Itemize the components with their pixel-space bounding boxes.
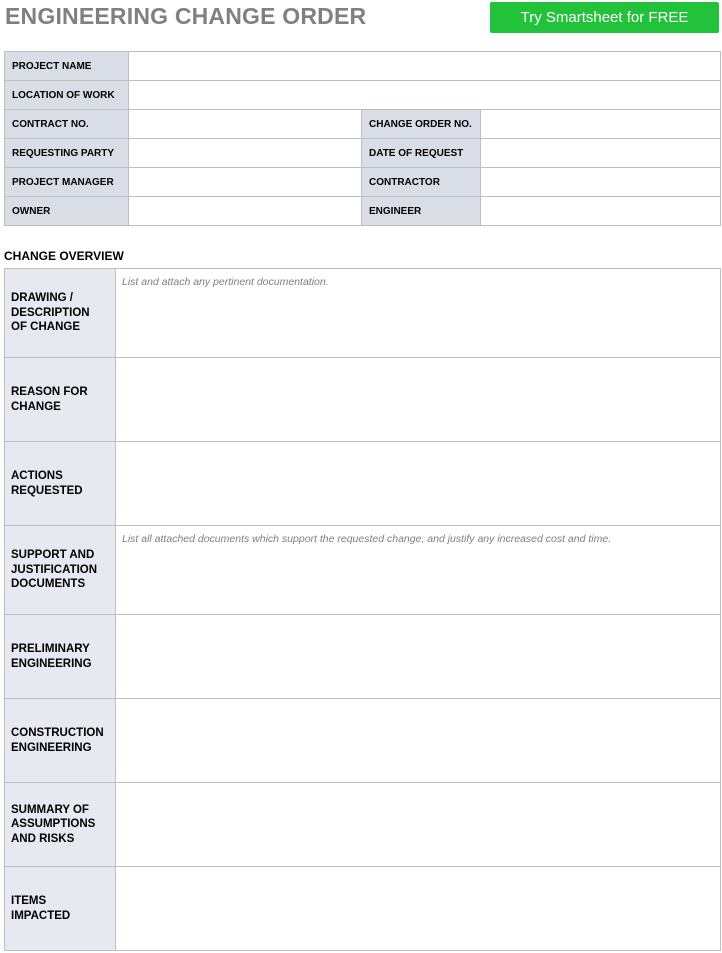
items-impacted-label: ITEMS IMPACTED — [5, 867, 116, 951]
drawing-description-label: DRAWING / DESCRIPTION OF CHANGE — [5, 269, 116, 358]
support-justification-field[interactable]: List all attached documents which support the requested change, and justify any increased cost and time. — [116, 526, 721, 615]
support-justification-label: SUPPORT AND JUSTIFICATION DOCUMENTS — [5, 526, 116, 615]
drawing-description-field[interactable]: List and attach any pertinent documentation. — [116, 269, 721, 358]
table-row — [5, 442, 721, 526]
table-row — [5, 526, 721, 615]
preliminary-engineering-label: PRELIMINARY ENGINEERING — [5, 615, 116, 699]
requesting-party-field[interactable] — [129, 139, 362, 168]
project-manager-field[interactable] — [129, 168, 362, 197]
change-overview-heading: CHANGE OVERVIEW — [4, 249, 124, 263]
table-row — [5, 197, 721, 226]
items-impacted-field[interactable] — [116, 867, 721, 951]
table-row — [5, 269, 721, 358]
table-row — [5, 615, 721, 699]
owner-label: OWNER — [5, 197, 129, 226]
table-row — [5, 783, 721, 867]
project-name-label: PROJECT NAME — [5, 52, 129, 81]
table-row — [5, 110, 721, 139]
engineer-field[interactable] — [481, 197, 721, 226]
table-row — [5, 168, 721, 197]
location-of-work-label: LOCATION OF WORK — [5, 81, 129, 110]
table-row — [5, 81, 721, 110]
table-row — [5, 139, 721, 168]
engineer-label: ENGINEER — [362, 197, 481, 226]
owner-field[interactable] — [129, 197, 362, 226]
date-of-request-label: DATE OF REQUEST — [362, 139, 481, 168]
contract-no-field[interactable] — [129, 110, 362, 139]
contractor-label: CONTRACTOR — [362, 168, 481, 197]
construction-engineering-field[interactable] — [116, 699, 721, 783]
reason-for-change-field[interactable] — [116, 358, 721, 442]
contract-no-label: CONTRACT NO. — [5, 110, 129, 139]
project-info-table — [4, 51, 721, 226]
assumptions-risks-label: SUMMARY OF ASSUMPTIONS AND RISKS — [5, 783, 116, 867]
table-row — [5, 52, 721, 81]
actions-requested-field[interactable] — [116, 442, 721, 526]
construction-engineering-label: CONSTRUCTION ENGINEERING — [5, 699, 116, 783]
assumptions-risks-field[interactable] — [116, 783, 721, 867]
table-row — [5, 358, 721, 442]
requesting-party-label: REQUESTING PARTY — [5, 139, 129, 168]
date-of-request-field[interactable] — [481, 139, 721, 168]
table-row — [5, 867, 721, 951]
preliminary-engineering-field[interactable] — [116, 615, 721, 699]
change-overview-table — [4, 268, 721, 951]
contractor-field[interactable] — [481, 168, 721, 197]
try-smartsheet-button[interactable]: Try Smartsheet for FREE — [490, 2, 719, 33]
change-order-no-label: CHANGE ORDER NO. — [362, 110, 481, 139]
reason-for-change-label: REASON FOR CHANGE — [5, 358, 116, 442]
project-name-field[interactable] — [129, 52, 721, 81]
actions-requested-label: ACTIONS REQUESTED — [5, 442, 116, 526]
location-of-work-field[interactable] — [129, 81, 721, 110]
change-order-no-field[interactable] — [481, 110, 721, 139]
project-manager-label: PROJECT MANAGER — [5, 168, 129, 197]
table-row — [5, 699, 721, 783]
page-title: ENGINEERING CHANGE ORDER — [5, 3, 367, 29]
